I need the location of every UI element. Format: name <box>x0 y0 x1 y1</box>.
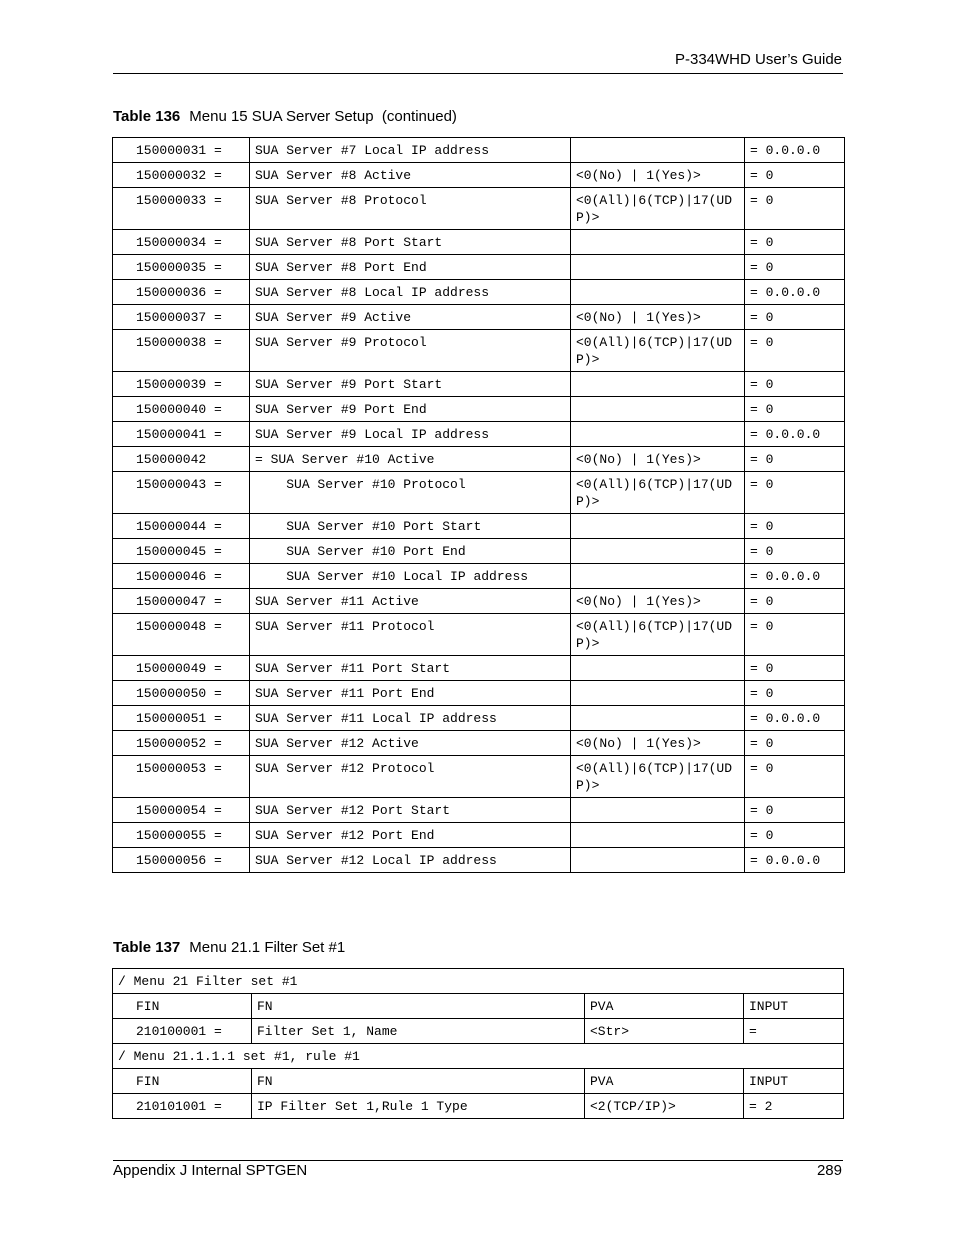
pva-cell: <0(All)|6(TCP)|17(UDP)> <box>571 756 745 798</box>
section-row <box>113 1044 844 1069</box>
table-137-caption <box>113 939 345 956</box>
fin-cell: 150000052 = <box>113 731 250 756</box>
pva-cell <box>571 681 745 706</box>
table-136 <box>112 137 845 873</box>
table-row <box>113 330 845 372</box>
pva-cell: <0(All)|6(TCP)|17(UDP)> <box>571 188 745 230</box>
table-row <box>113 589 845 614</box>
input-cell: = 0.0.0.0 <box>745 564 845 589</box>
fn-cell: SUA Server #8 Active <box>250 163 571 188</box>
fin-cell: 150000038 = <box>113 330 250 372</box>
fin-cell: 150000040 = <box>113 397 250 422</box>
input-cell: = 0 <box>745 163 845 188</box>
fn-cell: FN <box>252 1069 585 1094</box>
fn-cell: SUA Server #8 Port Start <box>250 230 571 255</box>
fin-cell: 150000053 = <box>113 756 250 798</box>
pva-cell <box>571 823 745 848</box>
fn-cell: SUA Server #10 Port Start <box>250 514 571 539</box>
pva-cell: <0(No) | 1(Yes)> <box>571 163 745 188</box>
fin-cell: 150000054 = <box>113 798 250 823</box>
input-cell: = <box>744 1019 844 1044</box>
fin-cell: 150000041 = <box>113 422 250 447</box>
table-row <box>113 1069 844 1094</box>
pva-cell <box>571 539 745 564</box>
fin-cell: 150000043 = <box>113 472 250 514</box>
fin-cell: 150000034 = <box>113 230 250 255</box>
pva-cell: <2(TCP/IP)> <box>585 1094 744 1119</box>
fn-cell: SUA Server #11 Port End <box>250 681 571 706</box>
input-cell: = 0.0.0.0 <box>745 706 845 731</box>
input-cell: = 0 <box>745 230 845 255</box>
fn-cell: SUA Server #12 Port Start <box>250 798 571 823</box>
pva-cell: PVA <box>585 1069 744 1094</box>
table-row <box>113 138 845 163</box>
input-cell: INPUT <box>744 1069 844 1094</box>
input-cell: = 0 <box>745 447 845 472</box>
fin-cell: 150000051 = <box>113 706 250 731</box>
input-cell: = 0 <box>745 823 845 848</box>
fn-cell: FN <box>252 994 585 1019</box>
pva-cell <box>571 848 745 873</box>
table-row <box>113 848 845 873</box>
fin-cell: 150000035 = <box>113 255 250 280</box>
fn-cell: SUA Server #11 Active <box>250 589 571 614</box>
table-row <box>113 798 845 823</box>
fn-cell: SUA Server #12 Port End <box>250 823 571 848</box>
table-137 <box>112 968 844 1119</box>
table-row <box>113 539 845 564</box>
running-header-title: P-334WHD User’s Guide <box>675 51 842 68</box>
input-cell: INPUT <box>744 994 844 1019</box>
fn-cell: SUA Server #10 Local IP address <box>250 564 571 589</box>
pva-cell <box>571 397 745 422</box>
fn-cell: SUA Server #10 Port End <box>250 539 571 564</box>
table-row <box>113 614 845 656</box>
fn-cell: SUA Server #12 Protocol <box>250 756 571 798</box>
table-row <box>113 731 845 756</box>
fin-cell: 150000049 = <box>113 656 250 681</box>
pva-cell: <0(No) | 1(Yes)> <box>571 447 745 472</box>
table-row <box>113 1094 844 1119</box>
fn-cell: SUA Server #11 Local IP address <box>250 706 571 731</box>
table-row <box>113 447 845 472</box>
fin-cell: 150000036 = <box>113 280 250 305</box>
fin-cell: 150000047 = <box>113 589 250 614</box>
pva-cell: <0(No) | 1(Yes)> <box>571 731 745 756</box>
fin-cell: FIN <box>113 1069 252 1094</box>
pva-cell <box>571 656 745 681</box>
fn-cell: SUA Server #9 Port End <box>250 397 571 422</box>
fin-cell: 150000032 = <box>113 163 250 188</box>
footer-divider <box>113 1160 843 1161</box>
table-137-title: Menu 21.1 Filter Set #1 <box>189 939 346 956</box>
fn-cell: SUA Server #8 Port End <box>250 255 571 280</box>
fin-cell: 150000039 = <box>113 372 250 397</box>
section-heading-cell: / Menu 21.1.1.1 set #1, rule #1 <box>113 1044 844 1069</box>
table-137-label: Table 137 <box>113 939 181 956</box>
input-cell: = 0 <box>745 305 845 330</box>
input-cell: = 2 <box>744 1094 844 1119</box>
fin-cell: 150000048 = <box>113 614 250 656</box>
pva-cell <box>571 514 745 539</box>
fn-cell: SUA Server #12 Active <box>250 731 571 756</box>
table-row <box>113 255 845 280</box>
pva-cell <box>571 564 745 589</box>
pva-cell: PVA <box>585 994 744 1019</box>
table-row <box>113 756 845 798</box>
input-cell: = 0 <box>745 514 845 539</box>
fin-cell: 150000033 = <box>113 188 250 230</box>
table-row <box>113 1019 844 1044</box>
pva-cell <box>571 255 745 280</box>
input-cell: = 0.0.0.0 <box>745 422 845 447</box>
fin-cell: 150000055 = <box>113 823 250 848</box>
pva-cell: <0(All)|6(TCP)|17(UDP)> <box>571 614 745 656</box>
section-heading-cell: / Menu 21 Filter set #1 <box>113 969 844 994</box>
table-row <box>113 230 845 255</box>
fin-cell: FIN <box>113 994 252 1019</box>
table-136-caption <box>113 108 457 125</box>
pva-cell <box>571 372 745 397</box>
input-cell: = 0 <box>745 188 845 230</box>
fn-cell: IP Filter Set 1,Rule 1 Type <box>252 1094 585 1119</box>
input-cell: = 0 <box>745 255 845 280</box>
input-cell: = 0.0.0.0 <box>745 848 845 873</box>
input-cell: = 0 <box>745 372 845 397</box>
table-row <box>113 305 845 330</box>
fn-cell: SUA Server #7 Local IP address <box>250 138 571 163</box>
pva-cell <box>571 706 745 731</box>
fn-cell: Filter Set 1, Name <box>252 1019 585 1044</box>
table-row <box>113 422 845 447</box>
table-row <box>113 564 845 589</box>
input-cell: = 0 <box>745 472 845 514</box>
fn-cell: SUA Server #11 Port Start <box>250 656 571 681</box>
input-cell: = 0 <box>745 681 845 706</box>
pva-cell <box>571 230 745 255</box>
table-row <box>113 994 844 1019</box>
pva-cell: <0(No) | 1(Yes)> <box>571 305 745 330</box>
table-row <box>113 163 845 188</box>
input-cell: = 0 <box>745 539 845 564</box>
table-136-title: Menu 15 SUA Server Setup (continued) <box>189 108 457 125</box>
fn-cell: SUA Server #9 Active <box>250 305 571 330</box>
input-cell: = 0 <box>745 589 845 614</box>
fn-cell: = SUA Server #10 Active <box>250 447 571 472</box>
section-row <box>113 969 844 994</box>
input-cell: = 0.0.0.0 <box>745 280 845 305</box>
header-divider <box>113 73 843 74</box>
table-row <box>113 514 845 539</box>
table-row <box>113 397 845 422</box>
fin-cell: 150000037 = <box>113 305 250 330</box>
fin-cell: 150000046 = <box>113 564 250 589</box>
table-136-label: Table 136 <box>113 108 181 125</box>
fin-cell: 150000031 = <box>113 138 250 163</box>
pva-cell: <Str> <box>585 1019 744 1044</box>
fn-cell: SUA Server #8 Local IP address <box>250 280 571 305</box>
input-cell: = 0 <box>745 731 845 756</box>
pva-cell: <0(No) | 1(Yes)> <box>571 589 745 614</box>
fn-cell: SUA Server #8 Protocol <box>250 188 571 230</box>
fin-cell: 150000056 = <box>113 848 250 873</box>
input-cell: = 0 <box>745 656 845 681</box>
table-row <box>113 280 845 305</box>
input-cell: = 0 <box>745 798 845 823</box>
table-row <box>113 188 845 230</box>
input-cell: = 0 <box>745 614 845 656</box>
table-row <box>113 823 845 848</box>
fin-cell: 210100001 = <box>113 1019 252 1044</box>
pva-cell <box>571 422 745 447</box>
pva-cell: <0(All)|6(TCP)|17(UDP)> <box>571 472 745 514</box>
fn-cell: SUA Server #9 Protocol <box>250 330 571 372</box>
fin-cell: 210101001 = <box>113 1094 252 1119</box>
pva-cell: <0(All)|6(TCP)|17(UDP)> <box>571 330 745 372</box>
fin-cell: 150000050 = <box>113 681 250 706</box>
fn-cell: SUA Server #12 Local IP address <box>250 848 571 873</box>
fin-cell: 150000045 = <box>113 539 250 564</box>
footer-section-title: Appendix J Internal SPTGEN <box>113 1162 308 1179</box>
fin-cell: 150000042 <box>113 447 250 472</box>
pva-cell <box>571 280 745 305</box>
table-row <box>113 472 845 514</box>
input-cell: = 0 <box>745 330 845 372</box>
table-row <box>113 681 845 706</box>
page-number: 289 <box>816 1162 842 1179</box>
table-row <box>113 656 845 681</box>
fn-cell: SUA Server #11 Protocol <box>250 614 571 656</box>
fn-cell: SUA Server #9 Port Start <box>250 372 571 397</box>
fn-cell: SUA Server #10 Protocol <box>250 472 571 514</box>
fin-cell: 150000044 = <box>113 514 250 539</box>
pva-cell <box>571 798 745 823</box>
input-cell: = 0 <box>745 756 845 798</box>
table-row <box>113 372 845 397</box>
table-row <box>113 706 845 731</box>
input-cell: = 0.0.0.0 <box>745 138 845 163</box>
pva-cell <box>571 138 745 163</box>
fn-cell: SUA Server #9 Local IP address <box>250 422 571 447</box>
input-cell: = 0 <box>745 397 845 422</box>
